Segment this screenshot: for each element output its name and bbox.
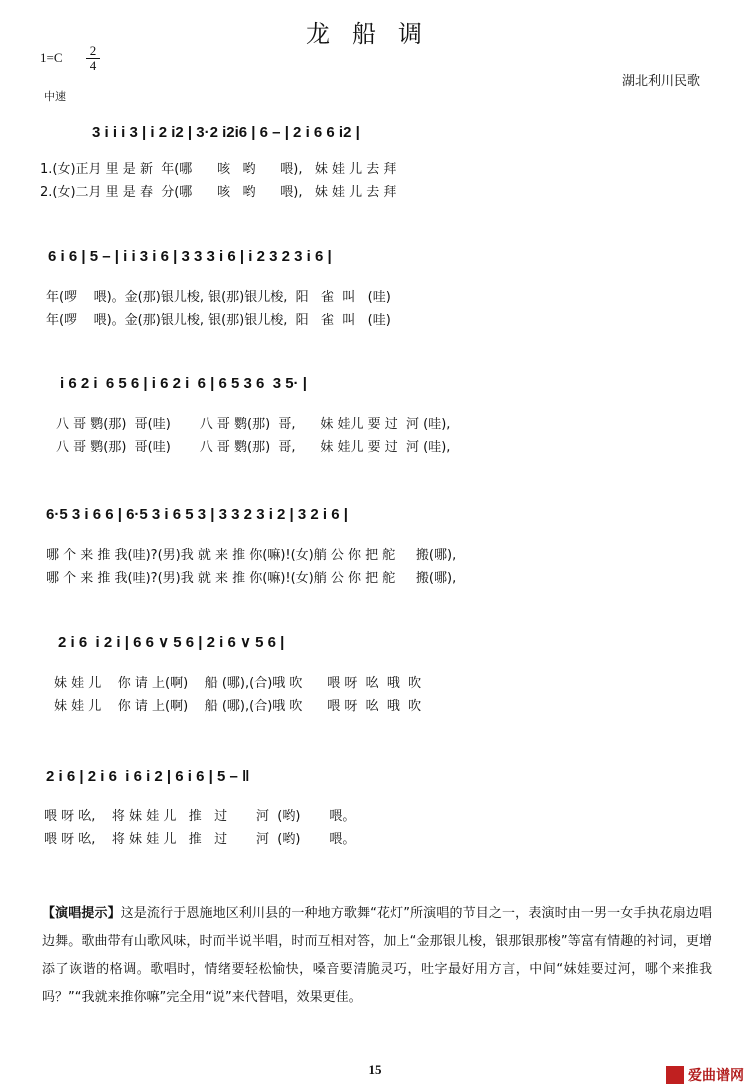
lyric-line-6-verse-1: 喂 呀 吆, 将 妹 娃 儿 推 过 河 (哟) 喂。	[44, 809, 356, 824]
lyric-line-5-verse-2: 妹 娃 儿 你 请 上(啊) 船 (哪),(合)哦 吹 喂 呀 吆 哦 吹	[54, 699, 422, 714]
tip-text: 这是流行于恩施地区利川县的一种地方歌舞“花灯”所演唱的节目之一，表演时由一男一女手执花扇边唱边舞。歌曲带有山歌风味，时而半说半唱，时而互相对答，加上“金那银儿梭，银那银那梭”等富有情趣的衬词，更增添了诙谐的格调。歌唱时，情绪要轻松愉快，嗓音要清脆灵巧，吐字最好用方言，中间“妹娃要过河，哪个来推我吗？”“我就来推你嘛”完全用“说”来代替唱，效果更佳。	[42, 906, 712, 1005]
notation-line-1: 3 i i i 3 | i 2 i2 | 3·2 i2i6 | 6 – | 2 i 6 6 i2 |	[92, 124, 360, 141]
lyric-line-2-verse-2: 年(啰 喂)。金(那)银儿梭, 银(那)银儿梭, 阳 雀 叫 (哇)	[46, 313, 391, 328]
lyric-line-1-verse-2: 2.(女)二月 里 是 春 分(哪 咳 哟 喂), 妹 娃 儿 去 拜	[40, 185, 397, 200]
watermark-logo	[666, 1065, 744, 1085]
song-source: 湖北利川民歌	[621, 74, 700, 89]
notation-line-6: 2 i 6 | 2 i 6 i 6 i 2 | 6 i 6 | 5 – ‖	[46, 768, 250, 785]
notation-line-3: i 6 2 i 6 5 6 | i 6 2 i 6 | 6 5 3 6 3 5· |	[60, 375, 307, 392]
notation-line-5: 2 i 6 i 2 i | 6 6 ∨ 5 6 | 2 i 6 ∨ 5 6 |	[58, 634, 285, 651]
tempo-marking: 中速	[44, 90, 66, 103]
lyric-line-4-verse-1: 哪 个 来 推 我(哇)?(男)我 就 来 推 你(嘛)!(女)艄 公 你 把 舵 搬(哪),	[46, 548, 457, 563]
music-note-icon	[666, 1066, 684, 1084]
watermark-text: 爱曲谱网	[688, 1068, 744, 1084]
lyric-line-6-verse-2: 喂 呀 吆, 将 妹 娃 儿 推 过 河 (哟) 喂。	[44, 832, 356, 847]
lyric-line-3-verse-2: 八 哥 鹦(那) 哥(哇) 八 哥 鹦(那) 哥, 妹 娃儿 要 过 河 (哇),	[56, 440, 451, 455]
meter-bottom: 4	[86, 58, 100, 73]
notation-line-4: 6·5 3 i 6 6 | 6·5 3 i 6 5 3 | 3 3 2 3 i 2 | 3 2 i 6 |	[46, 506, 348, 523]
lyric-line-1-verse-1: 1.(女)正月 里 是 新 年(哪 咳 哟 喂), 妹 娃 儿 去 拜	[40, 162, 397, 177]
lyric-line-2-verse-1: 年(啰 喂)。金(那)银儿梭, 银(那)银儿梭, 阳 雀 叫 (哇)	[46, 290, 391, 305]
song-title: 龙船调	[306, 20, 444, 48]
notation-line-2: 6 i 6 | 5 – | i i 3 i 6 | 3 3 3 i 6 | i 2 3 2 3 i 6 |	[48, 248, 332, 265]
meter-top: 2	[89, 43, 97, 58]
lyric-line-5-verse-1: 妹 娃 儿 你 请 上(啊) 船 (哪),(合)哦 吹 喂 呀 吆 哦 吹	[54, 676, 422, 691]
page-number: 15	[368, 1062, 382, 1077]
key-signature: 1=C	[40, 50, 63, 65]
time-signature	[86, 44, 100, 73]
lyric-line-3-verse-1: 八 哥 鹦(那) 哥(哇) 八 哥 鹦(那) 哥, 妹 娃儿 要 过 河 (哇),	[56, 417, 451, 432]
performance-tip	[42, 900, 712, 1012]
lyric-line-4-verse-2: 哪 个 来 推 我(哇)?(男)我 就 来 推 你(嘛)!(女)艄 公 你 把 舵 搬(哪),	[46, 571, 457, 586]
tip-label: 【演唱提示】	[42, 906, 121, 921]
